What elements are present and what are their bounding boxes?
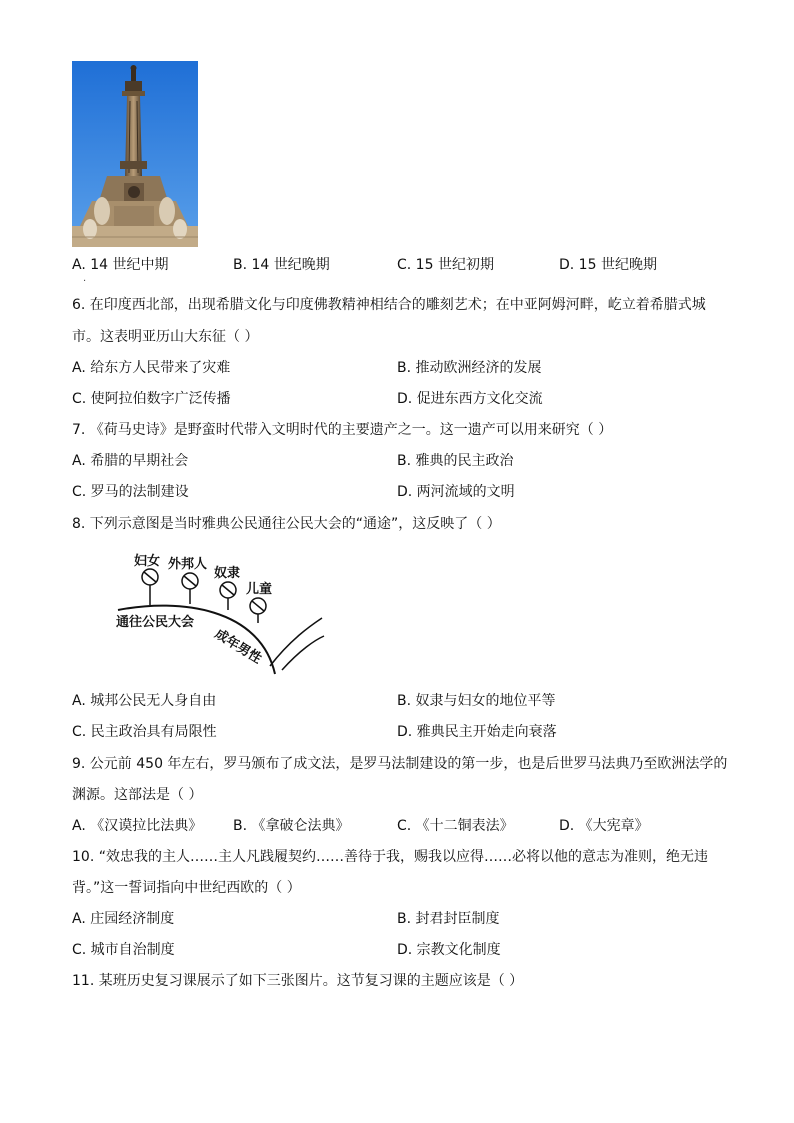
label-children: 儿童: [246, 582, 273, 597]
q10-option-b[interactable]: B. 封君封臣制度: [397, 911, 500, 927]
label-road: 通往公民大会: [116, 615, 195, 630]
q10-option-d[interactable]: D. 宗教文化制度: [397, 942, 501, 958]
q10-option-c[interactable]: C. 城市自治制度: [72, 942, 175, 958]
q10-stem-line2: 背。”这一誓词指向中世纪西欧的（ ）: [72, 880, 301, 896]
label-women: 妇女: [134, 554, 161, 569]
stray-mark: ·: [83, 276, 87, 287]
q8-option-b[interactable]: B. 奴隶与妇女的地位平等: [397, 693, 556, 709]
q6-stem-line2: 市。这表明亚历山大东征（ ）: [72, 329, 259, 345]
no-entry-icon: [220, 582, 236, 598]
diagram-svg: [110, 548, 330, 678]
q9-stem-line1: 9. 公元前 450 年左右，罗马颁布了成文法，是罗马法制建设的第一步，也是后世罗马法典乃至欧洲法学的: [72, 756, 728, 772]
no-entry-icon: [182, 573, 198, 589]
label-slaves: 奴隶: [214, 566, 241, 581]
q7-stem: 7. 《荷马史诗》是野蛮时代带入文明时代的主要遗产之一。这一遗产可以用来研究（ ）: [72, 422, 613, 438]
q6-option-d[interactable]: D. 促进东西方文化交流: [397, 391, 543, 407]
q7-option-a[interactable]: A. 希腊的早期社会: [72, 453, 189, 469]
q6-option-c[interactable]: C. 使阿拉伯数字广泛传播: [72, 391, 231, 407]
q5-option-c[interactable]: C. 15 世纪初期: [397, 257, 494, 273]
q6-option-b[interactable]: B. 推动欧洲经济的发展: [397, 360, 542, 376]
no-entry-icon: [142, 569, 158, 585]
q9-option-c[interactable]: C. 《十二铜表法》: [397, 818, 514, 834]
q9-option-b[interactable]: B. 《拿破仑法典》: [233, 818, 350, 834]
q9-stem-line2: 渊源。这部法是（ ）: [72, 787, 203, 803]
monument-image: [72, 61, 198, 247]
q6-option-a[interactable]: A. 给东方人民带来了灾难: [72, 360, 231, 376]
q11-stem: 11. 某班历史复习课展示了如下三张图片。这节复习课的主题应该是（ ）: [72, 973, 524, 989]
assembly-access-diagram: [110, 548, 330, 678]
q6-stem-line1: 6. 在印度西北部，出现希腊文化与印度佛教精神相结合的雕刻艺术；在中亚阿姆河畔，屹立着希腊式城: [72, 297, 706, 313]
label-foreigners: 外邦人: [168, 557, 208, 572]
columbus-monument-photo: [72, 61, 198, 247]
q9-option-d[interactable]: D. 《大宪章》: [559, 818, 649, 834]
label-adult-men: 成年男性: [211, 626, 264, 667]
no-entry-icon: [250, 598, 266, 614]
q8-option-a[interactable]: A. 城邦公民无人身自由: [72, 693, 217, 709]
q8-option-d[interactable]: D. 雅典民主开始走向衰落: [397, 724, 557, 740]
q10-option-a[interactable]: A. 庄园经济制度: [72, 911, 175, 927]
q8-option-c[interactable]: C. 民主政治具有局限性: [72, 724, 217, 740]
q5-option-b[interactable]: B. 14 世纪晚期: [233, 257, 330, 273]
q7-option-d[interactable]: D. 两河流域的文明: [397, 484, 515, 500]
q7-option-b[interactable]: B. 雅典的民主政治: [397, 453, 514, 469]
q10-stem-line1: 10. “效忠我的主人……主人凡践履契约……善待于我，赐我以应得……必将以他的意志为准则，绝无违: [72, 849, 708, 865]
q8-stem: 8. 下列示意图是当时雅典公民通往公民大会的“通途”，这反映了（ ）: [72, 516, 501, 532]
q9-option-a[interactable]: A. 《汉谟拉比法典》: [72, 818, 203, 834]
q5-option-d[interactable]: D. 15 世纪晚期: [559, 257, 657, 273]
q7-option-c[interactable]: C. 罗马的法制建设: [72, 484, 189, 500]
q5-option-a[interactable]: A. 14 世纪中期: [72, 257, 169, 273]
